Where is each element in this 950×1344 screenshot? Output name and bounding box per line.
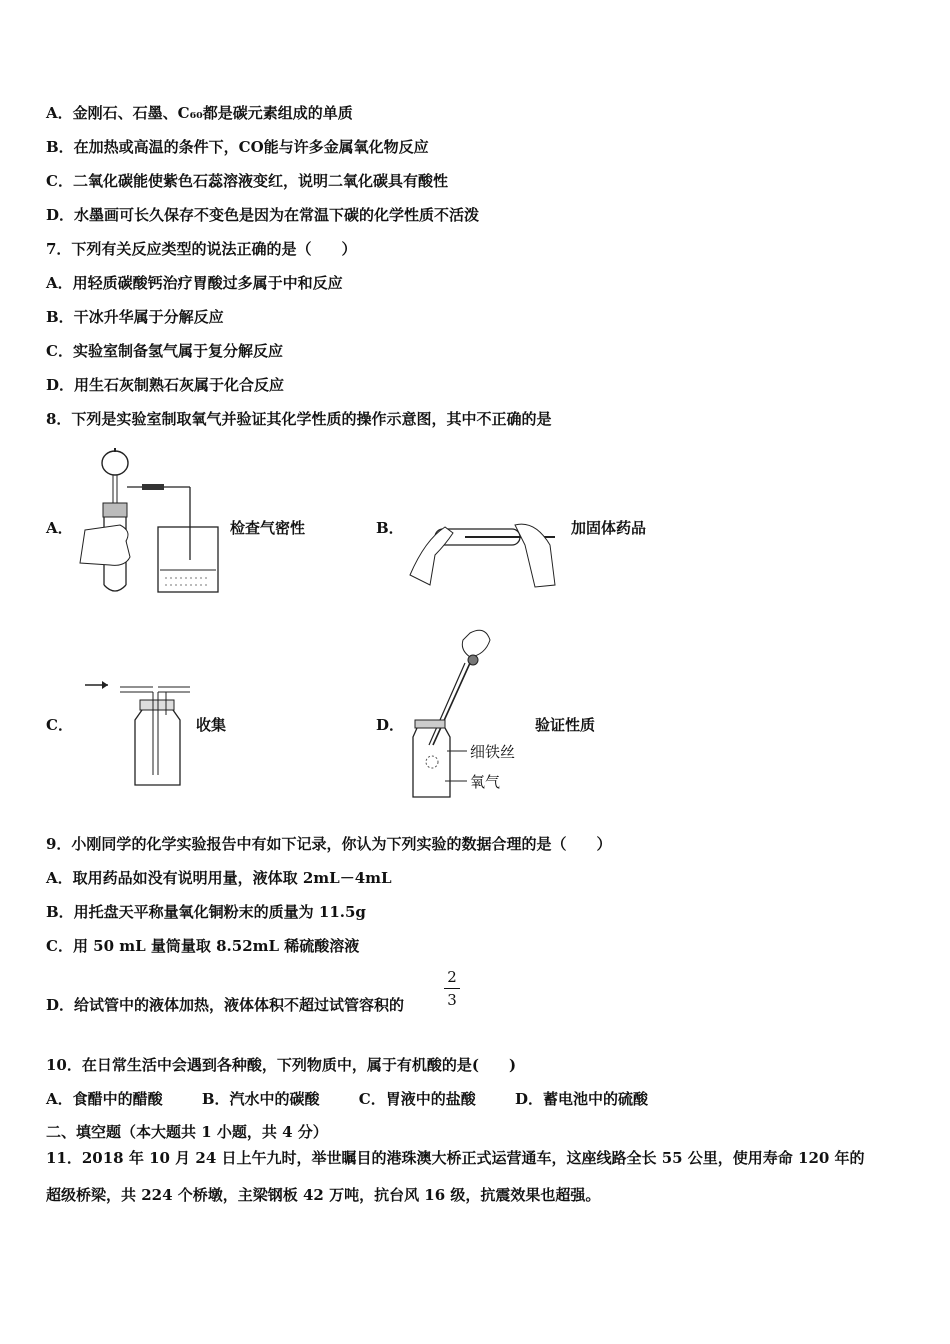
q6-option-b: B．在加热或高温的条件下，CO能与许多金属氧化物反应	[46, 138, 429, 156]
q9-option-b: B．用托盘天平称量氧化铜粉末的质量为 11.5g	[46, 903, 366, 921]
q8-option-c-caption: 收集	[196, 716, 227, 734]
add-solid-figure	[405, 515, 565, 595]
q8-option-d-caption: 验证性质	[535, 716, 596, 734]
section-2-heading: 二、填空题（本大题共 1 小题，共 4 分）	[46, 1123, 328, 1141]
iron-wire-label: 细铁丝	[470, 743, 516, 761]
gas-collection-figure	[80, 675, 200, 790]
fraction-two-thirds	[444, 968, 460, 1009]
q8-stem: 8．下列是实验室制取氧气并验证其化学性质的操作示意图，其中不正确的是	[46, 410, 552, 428]
q9-stem: 9．小刚同学的化学实验报告中有如下记录，你认为下列实验的数据合理的是（ ）	[46, 835, 612, 853]
oxygen-label: 氧气	[470, 773, 501, 791]
q7-option-c: C．实验室制备氢气属于复分解反应	[46, 342, 283, 360]
q10-option-a: A．食醋中的醋酸	[46, 1090, 163, 1108]
q9-option-c: C．用 50 mL 量筒量取 8.52mL 稀硫酸溶液	[46, 937, 360, 955]
q6-option-d: D．水墨画可长久保存不变色是因为在常温下碳的化学性质不活泼	[46, 206, 480, 224]
q10-options	[46, 1089, 682, 1109]
q9-option-d: D．给试管中的液体加热，液体体积不超过试管容积的	[46, 996, 405, 1014]
q6-option-a: A．金刚石、石墨、C₆₀都是碳元素组成的单质	[46, 104, 353, 122]
q7-stem: 7．下列有关反应类型的说法正确的是（ ）	[46, 240, 357, 258]
q6-option-c: C．二氧化碳能使紫色石蕊溶液变红，说明二氧化碳具有酸性	[46, 172, 448, 190]
q8-option-b-label: B．	[376, 519, 404, 537]
q11-line-2: 超级桥梁，共 224 个桥墩，主梁钢板 42 万吨，抗台风 16 级，抗震效果也超强。	[46, 1186, 601, 1204]
q8-option-c-label: C．	[46, 716, 73, 734]
q7-option-b: B．干冰升华属于分解反应	[46, 308, 224, 326]
q10-option-d: D．蓄电池中的硫酸	[514, 1090, 648, 1108]
q11-line-1: 11．2018 年 10 月 24 日上午九时，举世瞩目的港珠澳大桥正式运营通车，这座线路全长 55 公里，使用寿命 120 年的	[46, 1149, 865, 1167]
q10-option-c: C．胃液中的盐酸	[358, 1090, 476, 1108]
q8-option-a-caption: 检查气密性	[230, 519, 306, 537]
q9-option-a: A．取用药品如没有说明用量，液体取 2mL－4mL	[46, 869, 392, 887]
airtightness-check-figure	[70, 445, 230, 595]
fraction-denominator: 3	[447, 991, 457, 1009]
q8-option-d-label: D．	[376, 716, 405, 734]
q10-stem: 10．在日常生活中会遇到各种酸，下列物质中，属于有机酸的是( )	[46, 1056, 517, 1074]
q10-option-b: B．汽水中的碳酸	[201, 1090, 320, 1108]
q8-option-a-label: A．	[46, 519, 73, 537]
q8-option-b-caption: 加固体药品	[571, 519, 647, 537]
q7-option-d: D．用生石灰制熟石灰属于化合反应	[46, 376, 285, 394]
q7-option-a: A．用轻质碳酸钙治疗胃酸过多属于中和反应	[46, 274, 343, 292]
fraction-numerator: 2	[447, 968, 457, 986]
